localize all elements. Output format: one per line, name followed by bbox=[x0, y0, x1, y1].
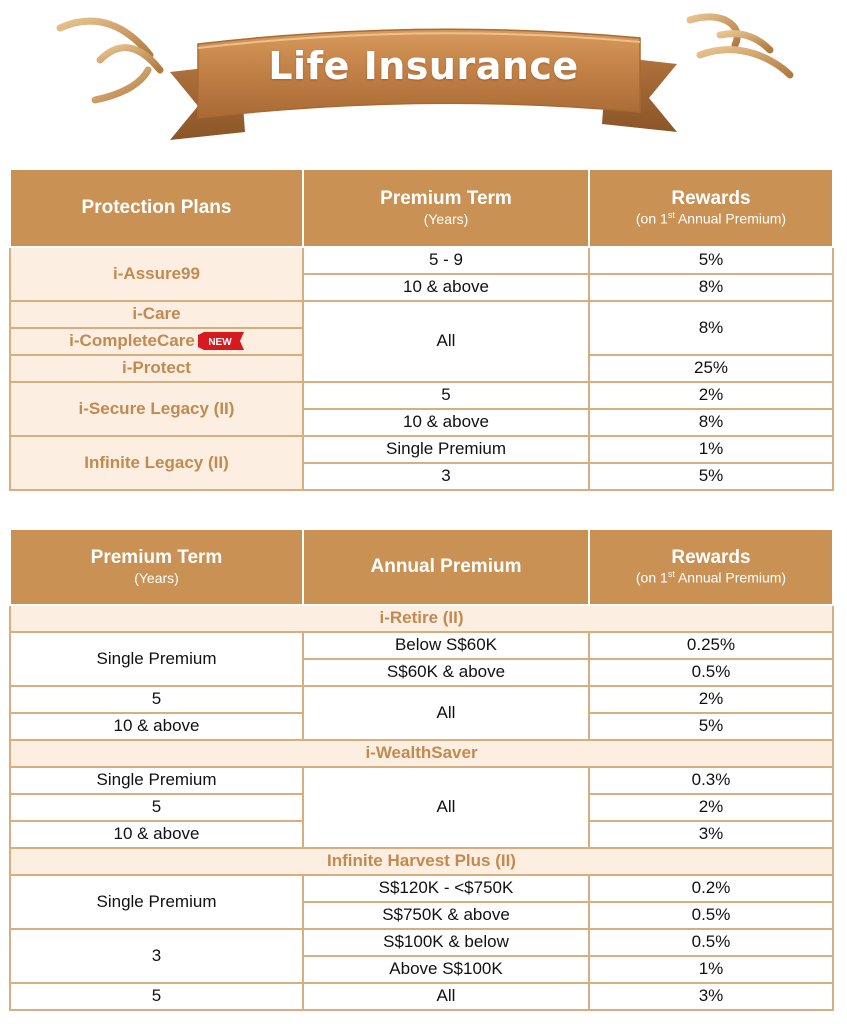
new-badge-label: NEW bbox=[208, 336, 232, 348]
term-cell: 3 bbox=[303, 463, 589, 490]
table-header-row bbox=[10, 169, 833, 247]
reward-cell: 1% bbox=[589, 436, 833, 463]
table-row bbox=[10, 301, 833, 328]
reward-cell: 2% bbox=[589, 382, 833, 409]
premium-cell: Below S$60K bbox=[303, 632, 589, 659]
premium-cell: All bbox=[303, 983, 589, 1010]
term-cell: Single Premium bbox=[10, 875, 303, 929]
reward-cell: 0.3% bbox=[589, 767, 833, 794]
term-cell: 5 bbox=[303, 382, 589, 409]
reward-cell: 1% bbox=[589, 956, 833, 983]
premium-cell: Above S$100K bbox=[303, 956, 589, 983]
plan-infinite-legacy: Infinite Legacy (II) bbox=[10, 436, 303, 490]
reward-cell: 5% bbox=[589, 713, 833, 740]
plan-i-completecare-label: i-CompleteCare bbox=[69, 331, 195, 351]
header-annual-premium: Annual Premium bbox=[303, 529, 589, 605]
header-rewards: Rewards (on 1st Annual Premium) bbox=[589, 169, 833, 247]
reward-cell: 3% bbox=[589, 983, 833, 1010]
protection-plans-table bbox=[9, 168, 834, 491]
term-cell: Single Premium bbox=[303, 436, 589, 463]
premium-cell: All bbox=[303, 686, 589, 740]
reward-cell: 25% bbox=[589, 355, 833, 382]
section-i-wealthsaver: i-WealthSaver bbox=[10, 740, 833, 767]
header-premium-term: Premium Term (Years) bbox=[10, 529, 303, 605]
table-row bbox=[10, 436, 833, 463]
reward-cell: 8% bbox=[589, 409, 833, 436]
table-row bbox=[10, 382, 833, 409]
term-cell: 5 bbox=[10, 983, 303, 1010]
plan-i-assure99: i-Assure99 bbox=[10, 247, 303, 301]
header-rewards-sub: (on 1st Annual Premium) bbox=[635, 569, 787, 587]
header-protection-plans: Protection Plans bbox=[10, 169, 303, 247]
reward-cell: 5% bbox=[589, 463, 833, 490]
table-row bbox=[10, 247, 833, 274]
term-cell: 10 & above bbox=[10, 713, 303, 740]
term-cell: 5 - 9 bbox=[303, 247, 589, 274]
plan-i-completecare bbox=[10, 328, 303, 355]
term-cell: Single Premium bbox=[10, 767, 303, 794]
header-premium-term-sub: (Years) bbox=[134, 569, 179, 586]
table-row bbox=[10, 875, 833, 902]
term-cell: Single Premium bbox=[10, 632, 303, 686]
reward-cell: 0.5% bbox=[589, 902, 833, 929]
plan-i-protect: i-Protect bbox=[10, 355, 303, 382]
section-row bbox=[10, 848, 833, 875]
table-row bbox=[10, 632, 833, 659]
reward-cell: 0.5% bbox=[589, 659, 833, 686]
header-premium-term: Premium Term (Years) bbox=[303, 169, 589, 247]
term-cell: 10 & above bbox=[303, 274, 589, 301]
reward-cell: 2% bbox=[589, 686, 833, 713]
new-badge-icon bbox=[198, 332, 244, 350]
header-rewards: Rewards (on 1st Annual Premium) bbox=[589, 529, 833, 605]
term-cell: 5 bbox=[10, 794, 303, 821]
header-premium-term-sub: (Years) bbox=[423, 210, 469, 227]
term-cell: 3 bbox=[10, 929, 303, 983]
term-cell: All bbox=[303, 301, 589, 382]
reward-cell: 0.5% bbox=[589, 929, 833, 956]
header-rewards-sub: (on 1st Annual Premium) bbox=[635, 210, 787, 228]
reward-cell: 3% bbox=[589, 821, 833, 848]
reward-cell: 0.25% bbox=[589, 632, 833, 659]
term-cell: 10 & above bbox=[303, 409, 589, 436]
reward-cell: 8% bbox=[589, 301, 833, 355]
premium-cell: S$100K & below bbox=[303, 929, 589, 956]
table-row bbox=[10, 929, 833, 956]
savings-plans-table bbox=[9, 528, 834, 1011]
premium-cell: All bbox=[303, 767, 589, 848]
premium-cell: S$750K & above bbox=[303, 902, 589, 929]
term-cell: 5 bbox=[10, 686, 303, 713]
section-i-retire: i-Retire (II) bbox=[10, 605, 833, 632]
reward-cell: 0.2% bbox=[589, 875, 833, 902]
section-row bbox=[10, 605, 833, 632]
reward-cell: 5% bbox=[589, 247, 833, 274]
table-header-row bbox=[10, 529, 833, 605]
banner bbox=[0, 0, 847, 160]
table-row bbox=[10, 767, 833, 794]
reward-cell: 8% bbox=[589, 274, 833, 301]
table-row bbox=[10, 983, 833, 1010]
table-row bbox=[10, 686, 833, 713]
plan-i-secure-legacy: i-Secure Legacy (II) bbox=[10, 382, 303, 436]
reward-cell: 2% bbox=[589, 794, 833, 821]
section-row bbox=[10, 740, 833, 767]
premium-cell: S$60K & above bbox=[303, 659, 589, 686]
plan-i-care: i-Care bbox=[10, 301, 303, 328]
term-cell: 10 & above bbox=[10, 821, 303, 848]
premium-cell: S$120K - <$750K bbox=[303, 875, 589, 902]
section-infinite-harvest-plus: Infinite Harvest Plus (II) bbox=[10, 848, 833, 875]
banner-title: Life Insurance bbox=[268, 44, 579, 88]
